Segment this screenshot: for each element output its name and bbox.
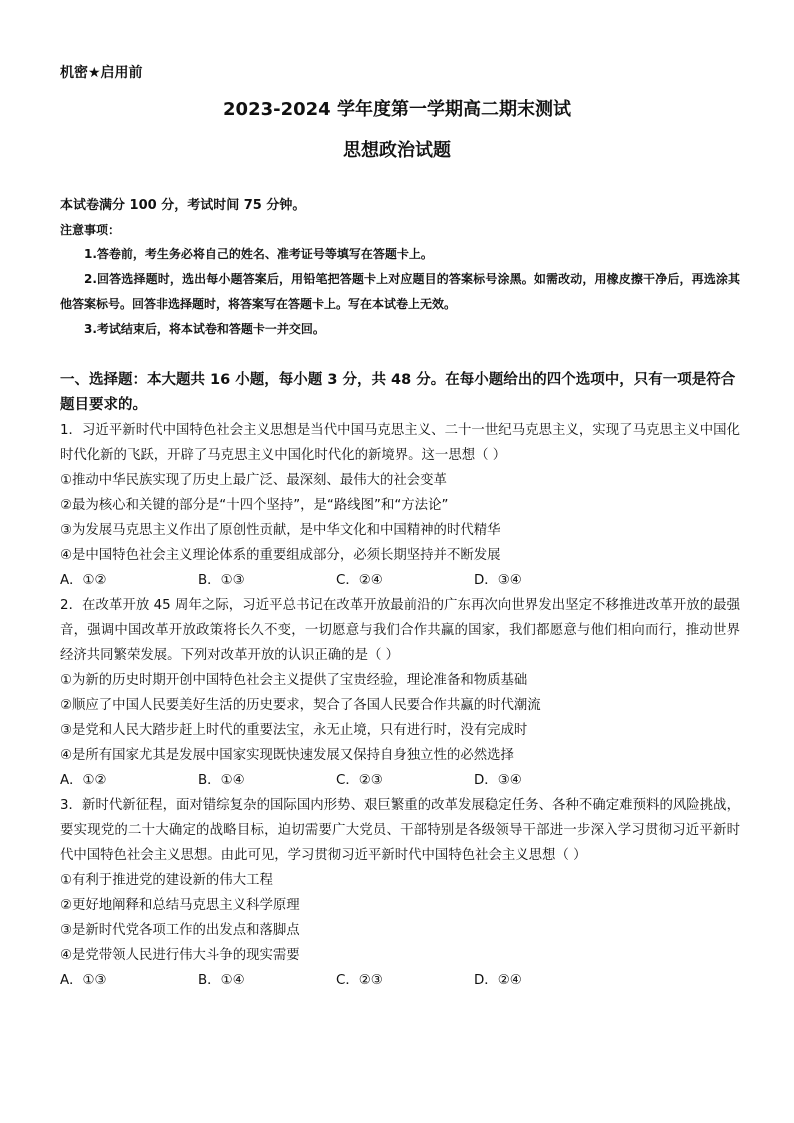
question-option: ②顺应了中国人民要美好生活的历史要求，契合了各国人民要合作共赢的时代潮流 <box>60 698 541 713</box>
confidential-label: 机密★启用前 <box>60 65 143 81</box>
answer-choice-a: A．①② <box>60 773 107 788</box>
question-stem: 1．习近平新时代中国特色社会主义思想是当代中国马克思主义、二十一世纪马克思主义，实现了马克思主义中国化时代化新的飞跃，开辟了马克思主义中国化时代化的新境界。这一思想（ ） <box>60 423 740 463</box>
answer-choices <box>60 768 740 793</box>
exam-info <box>60 194 740 342</box>
answer-choice-b: B．①③ <box>198 573 245 588</box>
question-list <box>60 418 740 993</box>
question-option: ③为发展马克思主义作出了原创性贡献，是中华文化和中国精神的时代精华 <box>60 523 501 538</box>
note-item: 1.答卷前，考生务必将自己的姓名、准考证号等填写在答题卡上。 <box>84 247 433 261</box>
question-stem: 3．新时代新征程，面对错综复杂的国际国内形势、艰巨繁重的改革发展稳定任务、各种不确定难预料的风险挑战，要实现党的二十大确定的战略目标，迫切需要广大党员、干部特别是各级领导干部进一步深入学习贯彻习近平新时代中国特色社会主义思想。由此可见，学习贯彻习近平新时代中国特色社会主义思想（ ） <box>60 798 740 863</box>
question-option: ④是所有国家尤其是发展中国家实现既快速发展又保持自身独立性的必然选择 <box>60 748 514 763</box>
answer-choice-d: D．③④ <box>474 773 522 788</box>
answer-choice-d: D．②④ <box>474 973 522 988</box>
answer-choice-c: C．②④ <box>336 573 383 588</box>
question-option: ④是党带领人民进行伟大斗争的现实需要 <box>60 948 300 963</box>
exam-title: 2023-2024 学年度第一学期高二期末测试 <box>223 99 571 120</box>
answer-choices <box>60 568 740 593</box>
note-item: 2.回答选择题时，选出每小题答案后，用铅笔把答题卡上对应题目的答案标号涂黑。如需改动，用橡皮擦干净后，再选涂其他答案标号。回答非选择题时，将答案写在答题卡上。写在本试卷上无效。 <box>60 272 740 311</box>
question-option: ②更好地阐释和总结马克思主义科学原理 <box>60 898 300 913</box>
answer-choice-a: A．①③ <box>60 973 107 988</box>
answer-choice-b: B．①④ <box>198 773 245 788</box>
question-option: ②最为核心和关键的部分是“十四个坚持”，是“路线图”和“方法论” <box>60 498 449 513</box>
answer-choices <box>60 968 740 993</box>
answer-choice-c: C．②③ <box>336 973 383 988</box>
answer-choice-b: B．①④ <box>198 973 245 988</box>
notes-title: 注意事项： <box>60 223 121 237</box>
subject-title: 思想政治试题 <box>343 140 451 161</box>
score-time-line: 本试卷满分 100 分，考试时间 75 分钟。 <box>60 198 306 213</box>
answer-choice-a: A．①② <box>60 573 107 588</box>
question-stem: 2．在改革开放 45 周年之际，习近平总书记在改革开放最前沿的广东再次向世界发出坚定不移推进改革开放的最强音，强调中国改革开放政策将长久不变，一切愿意与我们合作共赢的国家，我们都愿意与他们相向而行，推动世界经济共同繁荣发展。下列对改革开放的认识正确的是（ ） <box>60 598 740 663</box>
question-option: ①为新的历史时期开创中国特色社会主义提供了宝贵经验，理论准备和物质基础 <box>60 673 528 688</box>
answer-choice-c: C．②③ <box>336 773 383 788</box>
question-option: ③是党和人民大踏步赶上时代的重要法宝，永无止境，只有进行时，没有完成时 <box>60 723 528 738</box>
question-option: ①有利于推进党的建设新的伟大工程 <box>60 873 273 888</box>
question <box>60 593 740 793</box>
answer-choice-d: D．③④ <box>474 573 522 588</box>
question-option: ④是中国特色社会主义理论体系的重要组成部分，必须长期坚持并不断发展 <box>60 548 501 563</box>
question-option: ①推动中华民族实现了历史上最广泛、最深刻、最伟大的社会变革 <box>60 473 447 488</box>
question <box>60 418 740 593</box>
section-heading: 一、选择题：本大题共 16 小题，每小题 3 分，共 48 分。在每小题给出的四个选项中，只有一项是符合题目要求的。 <box>60 372 736 413</box>
question <box>60 793 740 993</box>
question-option: ③是新时代党各项工作的出发点和落脚点 <box>60 923 300 938</box>
note-item: 3.考试结束后，将本试卷和答题卡一并交回。 <box>84 322 325 336</box>
